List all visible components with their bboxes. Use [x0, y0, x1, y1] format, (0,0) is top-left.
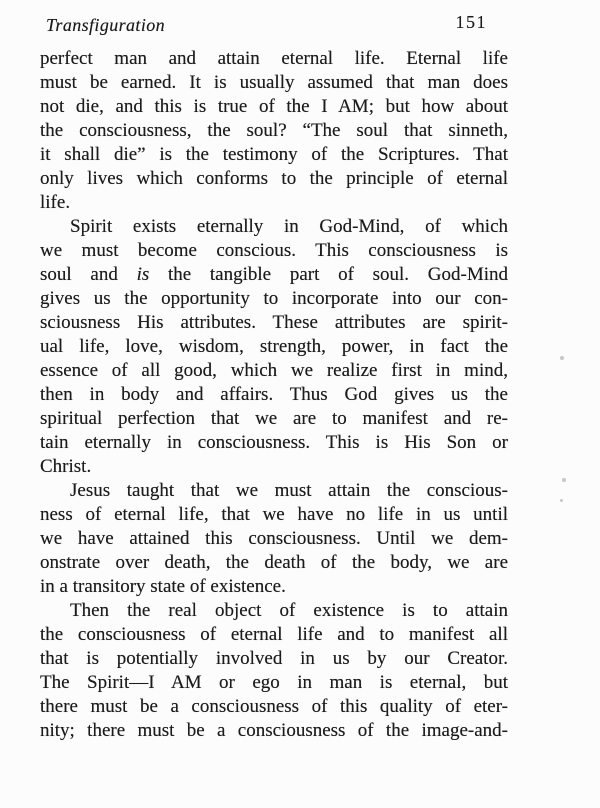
text-line: onstrate over death, the death of the body, we are: [40, 552, 508, 573]
scan-speck: [560, 356, 564, 360]
text-line: essence of all good, which we realize first in mind,: [40, 360, 508, 381]
text-line: ual life, love, wisdom, strength, power, in fact the: [40, 336, 508, 357]
paragraph: [40, 215, 508, 479]
running-title: Transfiguration: [46, 15, 166, 35]
text-line: Spirit exists eternally in God-Mind, of which: [70, 216, 508, 237]
paragraph: [40, 479, 508, 599]
text-line: life.: [40, 192, 71, 213]
text-line: ness of eternal life, that we have no life in us until: [40, 504, 508, 525]
text-line: sciousness His attributes. These attributes are spirit-: [40, 312, 508, 333]
text-line: perfect man and attain eternal life. Eternal life: [40, 48, 508, 69]
text-line: The Spirit—I AM or ego in man is eternal, but: [40, 672, 508, 693]
text-line: not die, and this is true of the I AM; but how about: [40, 96, 508, 117]
text-line: Then the real object of existence is to attain: [70, 600, 508, 621]
text-line: Christ.: [40, 456, 92, 477]
text-line: soul and is the tangible part of soul. God-Mind: [40, 264, 508, 285]
text-line: must be earned. It is usually assumed that man does: [40, 72, 508, 93]
text-line: in a transitory state of existence.: [40, 576, 286, 597]
text-line: it shall die” is the testimony of the Scriptures. That: [40, 144, 508, 165]
paragraph: [40, 599, 508, 743]
text-line: spiritual perfection that we are to manifest and re-: [40, 408, 508, 429]
scan-speck: [562, 478, 566, 482]
paragraph: [40, 47, 508, 215]
text-line: the consciousness of eternal life and to manifest all: [40, 624, 508, 645]
page-header: [46, 12, 487, 38]
body-text: [40, 47, 508, 743]
scan-speck: [560, 499, 563, 502]
text-line: the consciousness, the soul? “The soul that sinneth,: [40, 120, 508, 141]
text-line: Jesus taught that we must attain the conscious-: [70, 480, 508, 501]
text-line: we have attained this consciousness. Until we dem-: [40, 528, 508, 549]
text-line: only lives which conforms to the principle of eternal: [40, 168, 508, 189]
text-line: then in body and affairs. Thus God gives us the: [40, 384, 508, 405]
text-line: nity; there must be a consciousness of the image-and-: [40, 720, 508, 741]
text-line: gives us the opportunity to incorporate into our con-: [40, 288, 508, 309]
text-line: tain eternally in consciousness. This is His Son or: [40, 432, 508, 453]
text-line: that is potentially involved in us by our Creator.: [40, 648, 508, 669]
page-number: 151: [455, 12, 487, 32]
text-line: we must become conscious. This consciousness is: [40, 240, 508, 261]
text-line: there must be a consciousness of this quality of eter-: [40, 696, 508, 717]
